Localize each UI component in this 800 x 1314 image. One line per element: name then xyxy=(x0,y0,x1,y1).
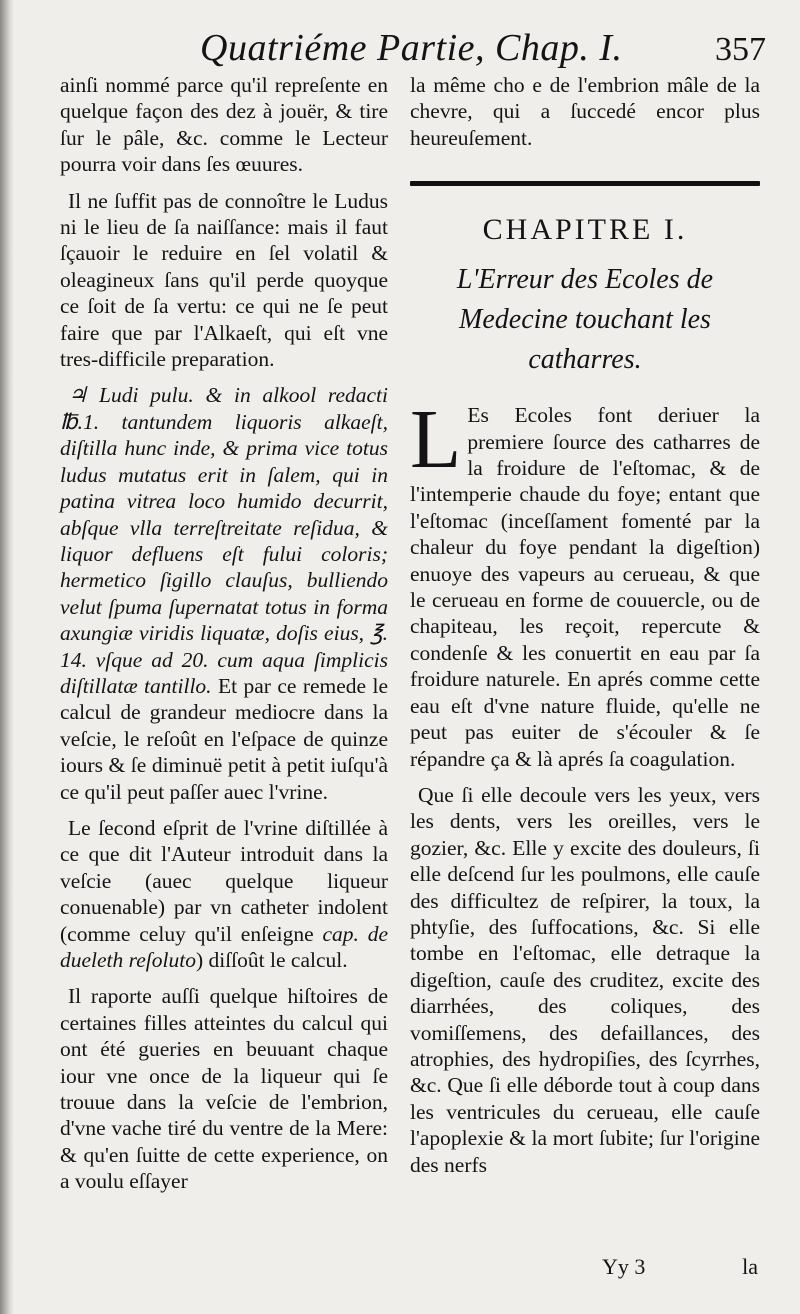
paragraph: Il raporte auſſi quelque hiſtoires de certaines filles atteintes du calcul qui ont été gueries en beuuant chaque iour vne once de la liqueur qui ſe trouue dans la veſcie de l'embrion, d'vne vache tiré du ventre de la Mere: & qu'en ſuitte de cette experience, on a voulu eſſayer xyxy=(60,984,388,1194)
chapter-title: CHAPITRE I. xyxy=(482,213,688,247)
chapter-subtitle: L'Erreur des Ecoles de Medecine touchant les catharres. xyxy=(456,264,714,376)
paragraph xyxy=(60,815,388,973)
left-column xyxy=(60,72,388,1205)
chapter-reference: cap. de dueleth reſoluto xyxy=(60,921,388,972)
running-head: Quatriéme Partie, Chap. I. xyxy=(200,27,623,69)
page-footer xyxy=(410,1252,760,1282)
paragraph-text: ) diſſoût le calcul. xyxy=(195,948,348,972)
section-divider xyxy=(410,181,760,186)
catchword: la xyxy=(742,1254,758,1279)
paragraph: Que ſi elle decoule vers les yeux, vers les dents, vers les oreilles, vers le gozier, &c. Elle y excite des douleurs, ſi elle deſcend ſur les poulmons, elle cauſe des difficultez de reſpirer, la toux, la phtyſie, des ſuffocations, &c. Si elle tombe en l'eſtomac, elle detraque la digeſtion, cauſe des cruditez, excite des diarrhées, des coliques, des vomiſſemens, des defaillances, des atrophies, des hydropiſies, des ſcyrrhes, &c. Que ſi elle déborde tout à coup dans les ventricules du cerueau, elle cauſe l'apoplexie & la mort ſubite; ſur l'origine des nerfs xyxy=(410,782,760,1177)
drop-cap: L xyxy=(410,393,462,487)
latin-recipe: ♃ Ludi pulu. & in alkool redacti ℔.1. tantundem liquoris alkaeſt, diſtilla hunc inde, & prima vice totus ludus mutatus erit in ſalem, qui in patina vitrea loco humido decurrit, abſque vlla terreſtreitate reſidua, & liquor defluens eſt fului coloris; hermetico ſigillo clauſus, bulliendo velut ſpuma ſupernatat totus in forma axungiæ viridis liquatæ, doſis eius, ℥. 14. vſque ad 20. cum aqua ſimplicis diſtillatæ tantillo. xyxy=(60,383,388,698)
paragraph: la même cho e de l'embrion mâle de la chevre, qui a ſuccedé encor plus heureuſement. xyxy=(410,73,760,150)
paragraph: ainſi nommé parce qu'il repreſente en quelque façon des dez à jouër, & tire ſur le pâle, &c. comme le Lecteur pourra voir dans ſes œuures. xyxy=(60,73,388,177)
paragraph-text: Le ſecond eſprit de l'vrine diſtillée à ce que dit l'Auteur introduit dans la veſcie (auec quelque liqueur conuenable) par vn catheter indolent (comme celuy qu'il enſeigne xyxy=(60,815,388,946)
paragraph-text: Et par ce remede le calcul de grandeur mediocre dans la veſcie, le reſoût en l'eſpace de quinze iours & ſe diminuë petit à petit iuſqu'à ce qu'il peut paſſer auec l'vrine. xyxy=(60,673,389,804)
right-column xyxy=(410,72,760,1188)
paragraph xyxy=(410,393,760,772)
page-number: 357 xyxy=(715,31,766,68)
paragraph: Il ne ſuffit pas de connoître le Ludus ni le lieu de ſa naiſſance: mais il faut ſçauoir le reduire en ſel volatil & oleagineux ſans qu'il perde quoyque ce ſoit de ſa vertu: ce qui ne ſe peut faire que par l'Alkaeſt, qui eſt vne tres-difficile preparation. xyxy=(60,188,388,372)
recipe-paragraph xyxy=(60,382,388,805)
signature-mark: Yy 3 xyxy=(602,1254,646,1279)
paragraph-text: Es Ecoles font deriuer la premiere ſource des catharres de la froidure de l'eſtomac, & de l'intemperie chaude du foye; entant que l'eſtomac (inceſſament fomenté par la chaleur du foye pendant la digeſtion) enuoye des vapeurs au cerueau, & que le cerueau en forme de couuercle, ou de chapiteau, les reçoit, repercute & condenſe & les conuertit en eau par ſa froidure naturele. En aprés comme cette eau eſt d'vne nature fluide, qu'elle ne peut pas euiter de s'écouler & ſe répandre ça & là aprés ſa coagulation. xyxy=(410,403,760,771)
